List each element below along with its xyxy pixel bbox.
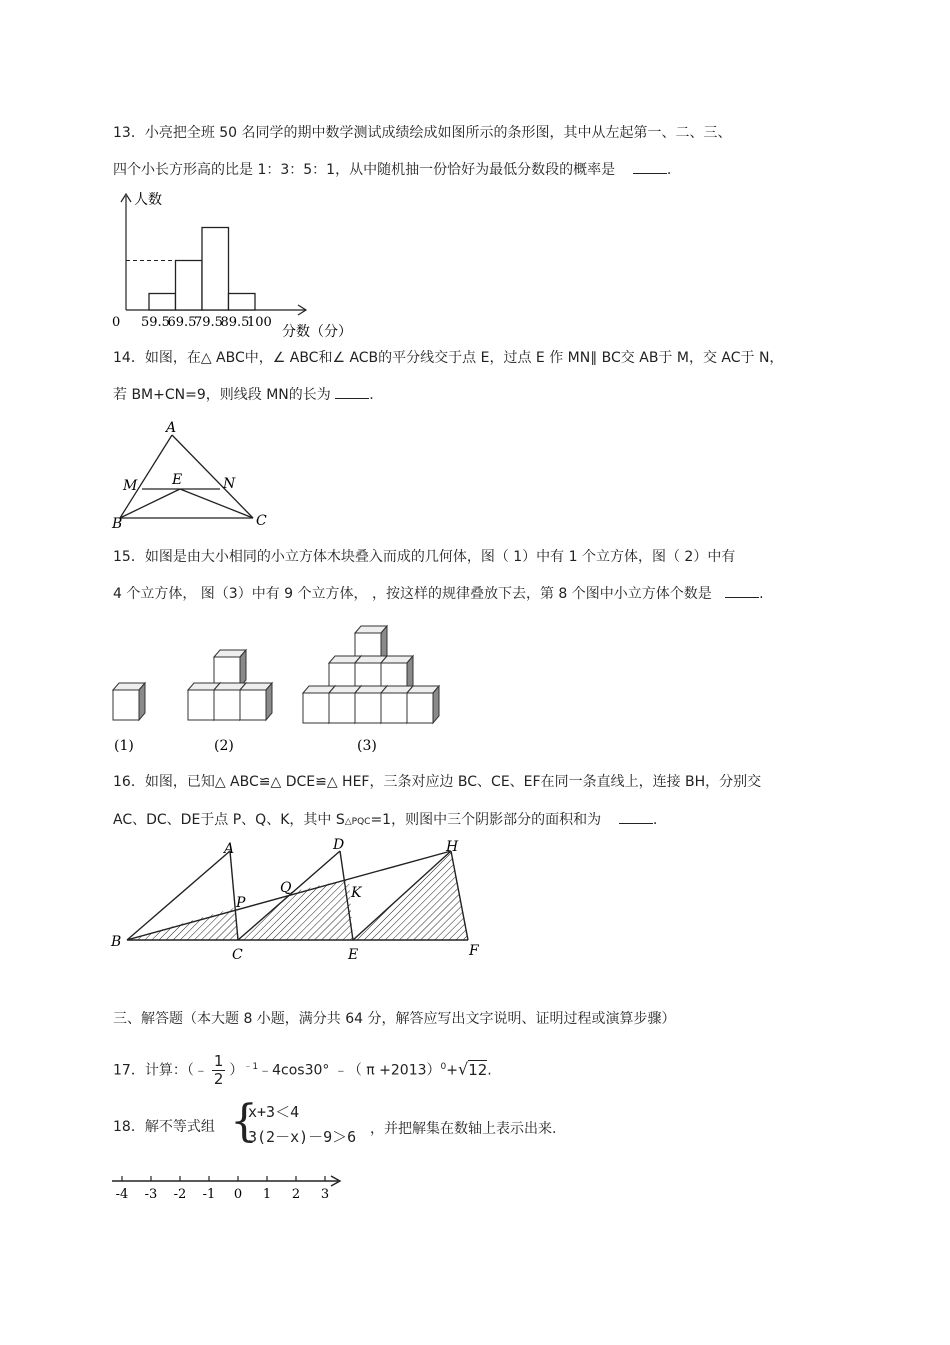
q14-line1: 14．如图，在△ ABC中，∠ ABC和∠ ACB的平分线交于点 E，过点 E 作 MN∥ BC交 AB于 M，交 AC于 N，	[113, 350, 784, 366]
label-h: H	[446, 839, 459, 855]
q14-line2-text: 若 BM+CN=9，则线段 MN的长为	[113, 387, 331, 403]
q13-line2-end: .	[666, 162, 672, 178]
number-line-tick-label: 2	[291, 1187, 301, 1202]
bars-group	[149, 228, 255, 311]
number-line-tick-label: -2	[173, 1187, 187, 1202]
label-m: M	[123, 478, 138, 494]
label-a: A	[166, 420, 177, 436]
fig-label-1: (1)	[114, 738, 134, 754]
label-b: B	[111, 934, 122, 950]
bisector-ce	[180, 489, 253, 518]
q18-ineq-1: x+3＜4	[248, 1103, 300, 1121]
y-axis-label: 人数	[134, 192, 162, 208]
label-k: K	[351, 885, 362, 901]
label-e: E	[172, 472, 183, 488]
bar-2	[176, 261, 203, 311]
number-line-tick-label: -3	[144, 1187, 158, 1202]
label-a: A	[224, 841, 235, 857]
number-line	[108, 1170, 353, 1202]
bar-3	[202, 228, 229, 311]
q14-line2	[113, 386, 374, 404]
answer-blank-13	[633, 161, 667, 174]
q14-line2-end: .	[369, 387, 374, 403]
stack-1	[113, 683, 145, 720]
q15-line2	[113, 585, 764, 603]
x-tick-labels	[141, 315, 272, 330]
label-d: D	[333, 837, 345, 853]
stack-3	[303, 626, 439, 723]
fig-label-3: (3)	[357, 738, 377, 754]
q17-sqrt-value: 12	[468, 1060, 488, 1079]
x-tick-label: 89.5	[220, 315, 250, 330]
cube-stacks-figure	[108, 620, 453, 755]
label-f: F	[469, 943, 479, 959]
q15-line2-text: 4 个立方体， 图（3）中有 9 个立方体， ，按这样的规律叠放下去，第 8 个图中小立方体个数是	[113, 586, 712, 602]
q17-fraction	[212, 1053, 226, 1088]
q13-line2	[113, 161, 671, 179]
segment-ac	[172, 435, 253, 518]
x-tick-label: 69.5	[167, 315, 197, 330]
bar-1	[149, 294, 176, 311]
label-c: C	[256, 513, 267, 529]
q15-line1: 15．如图是由大小相同的小立方体木块叠入而成的几何体，图（ 1）中有 1 个立方体，图（ 2）中有	[113, 549, 736, 565]
number-line-tick-label: 0	[233, 1187, 243, 1202]
x-tick-label: 79.5	[194, 315, 223, 330]
label-b: B	[112, 516, 123, 532]
q17-plus: +	[446, 1062, 458, 1079]
label-p: P	[236, 895, 246, 911]
x-axis-label: 分数（分）	[282, 324, 352, 340]
q17-exp: ﹣1	[243, 1061, 259, 1072]
q17-middle: ﹣4cos30° ﹣（ π +2013）	[258, 1062, 441, 1079]
shaded-region-2	[238, 879, 353, 940]
answer-blank-16	[619, 811, 653, 824]
q17-frac-num: 1	[213, 1052, 224, 1070]
triangles-figure-16	[108, 835, 488, 965]
number-line-tick-label: 1	[262, 1187, 272, 1202]
fig-label-2: (2)	[214, 738, 234, 754]
shaded-region-3	[353, 851, 468, 940]
q17-prefix: 17．计算：（﹣	[113, 1062, 208, 1079]
label-e: E	[348, 947, 359, 963]
q17-frac-den: 2	[213, 1070, 224, 1088]
number-line-tick-label: -1	[202, 1187, 216, 1202]
q13-line1: 13．小亮把全班 50 名同学的期中数学测试成绩绘成如图所示的条形图，其中从左起第一、二、三、	[113, 125, 732, 141]
q17-end: .	[487, 1062, 492, 1079]
label-n: N	[223, 476, 236, 492]
q16-line1: 16．如图，已知△ ABC≌△ DCE≌△ HEF，三条对应边 BC、CE、EF在同一条直线上，连接 BH，分别交	[113, 774, 762, 790]
q16-line2-sub: △PQC	[344, 817, 371, 827]
histogram-chart	[110, 188, 380, 340]
origin-label: 0	[112, 315, 121, 330]
stack-2	[188, 650, 272, 720]
number-line-ticks	[116, 1176, 329, 1202]
q18-prefix: 18．解不等式组	[113, 1119, 215, 1135]
label-q: Q	[280, 880, 292, 896]
q13-line2-text: 四个小长方形高的比是 1：3：5：1，从中随机抽一份恰好为最低分数段的概率是	[113, 162, 616, 178]
section3-heading: 三、解答题（本大题 8 小题，满分共 64 分，解答应写出文字说明、证明过程或演算步骤）	[113, 1011, 676, 1027]
bar-4	[229, 294, 256, 311]
x-tick-label: 59.5	[141, 315, 170, 330]
answer-blank-14	[335, 386, 369, 399]
q17-expression: 17．计算：（﹣ $\frac{1}{2}$ ）$^{﹣1}$﹣4cos30° ﹣（ π +2013）$^0$+√12.	[113, 1052, 492, 1088]
triangle-figure-14	[110, 418, 280, 533]
number-line-tick-label: 3	[320, 1187, 330, 1202]
label-c: C	[232, 947, 243, 963]
answer-blank-15	[725, 585, 759, 598]
left-brace-icon: {	[230, 1096, 258, 1147]
q16-line2	[113, 811, 657, 831]
q16-line2-a: AC、DC、DE于点 P、Q、K，其中 S	[113, 812, 345, 828]
q16-line2-end: .	[652, 812, 658, 828]
q16-line2-b: =1，则图中三个阴影部分的面积和为	[370, 812, 602, 828]
q17-exp0: 0	[440, 1061, 447, 1072]
number-line-tick-label: -4	[115, 1187, 129, 1202]
sqrt-icon: √	[458, 1059, 469, 1079]
x-tick-label: 100	[247, 315, 272, 330]
q15-line2-end: .	[759, 586, 764, 602]
q18-suffix: ，并把解集在数轴上表示出来.	[370, 1121, 557, 1137]
q18-ineq-2: 3(2－x)－9＞6	[248, 1128, 357, 1146]
